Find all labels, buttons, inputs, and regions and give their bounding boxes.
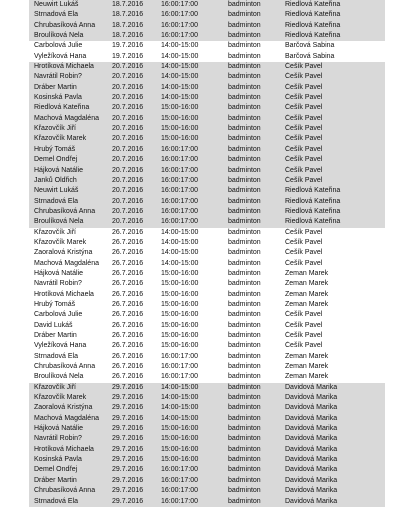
table-row[interactable] bbox=[29, 372, 385, 382]
cell-coach[interactable]: Davidová Marika bbox=[285, 445, 338, 453]
cell-sport[interactable]: badminton bbox=[228, 187, 261, 195]
cell-player-name[interactable]: Chrubasíková Anna bbox=[34, 363, 96, 371]
cell-player-name[interactable]: Hrotíková Michaela bbox=[34, 445, 94, 453]
cell-date[interactable]: 29.7.2016 bbox=[112, 404, 144, 412]
cell-date[interactable]: 29.7.2016 bbox=[112, 425, 144, 433]
table-row[interactable] bbox=[29, 310, 385, 320]
cell-date[interactable]: 29.7.2016 bbox=[112, 476, 144, 484]
table-row[interactable] bbox=[29, 465, 385, 475]
table-row[interactable] bbox=[29, 341, 385, 351]
cell-date[interactable]: 26.7.2016 bbox=[112, 228, 144, 236]
cell-sport[interactable]: badminton bbox=[228, 259, 261, 267]
cell-time-slot[interactable]: 14:00-15:00 bbox=[161, 83, 199, 91]
cell-time-slot[interactable]: 16:00:17:00 bbox=[161, 21, 198, 29]
cell-time-slot[interactable]: 16:00:17:00 bbox=[161, 218, 198, 226]
cell-coach[interactable]: Češík Pavel bbox=[285, 332, 323, 339]
table-row[interactable] bbox=[29, 197, 385, 207]
cell-sport[interactable]: badminton bbox=[228, 135, 261, 143]
cell-date[interactable]: 26.7.2016 bbox=[112, 269, 144, 277]
table-row[interactable] bbox=[29, 383, 385, 393]
cell-coach[interactable]: Zeman Marek bbox=[285, 269, 329, 277]
cell-player-name[interactable]: Kosinská Pavla bbox=[34, 94, 82, 102]
cell-coach[interactable]: Riedlová Kateřina bbox=[285, 32, 341, 40]
cell-date[interactable]: 20.7.2016 bbox=[112, 73, 144, 81]
table-row[interactable] bbox=[29, 352, 385, 362]
cell-player-name[interactable]: Chrubasíková Anna bbox=[34, 487, 96, 495]
table-row[interactable] bbox=[29, 114, 385, 124]
cell-time-slot[interactable]: 15:00-16:00 bbox=[161, 435, 199, 443]
cell-player-name[interactable]: Strnadová Ela bbox=[34, 197, 78, 205]
cell-coach[interactable]: Davidová Marika bbox=[285, 404, 338, 412]
cell-player-name[interactable]: Hrotíková Michaela bbox=[34, 290, 94, 298]
table-row[interactable] bbox=[29, 103, 385, 113]
cell-player-name[interactable]: Chrubasíková Anna bbox=[34, 21, 96, 29]
cell-date[interactable]: 26.7.2016 bbox=[112, 332, 144, 339]
cell-coach[interactable]: Češík Pavel bbox=[285, 228, 323, 236]
cell-time-slot[interactable]: 14:00-15:00 bbox=[161, 42, 199, 50]
cell-time-slot[interactable]: 16:00:17:00 bbox=[161, 476, 198, 484]
table-row[interactable] bbox=[29, 476, 385, 486]
cell-player-name[interactable]: Hrubý Tomáš bbox=[34, 300, 76, 308]
cell-sport[interactable]: badminton bbox=[228, 218, 261, 226]
cell-date[interactable]: 26.7.2016 bbox=[112, 352, 144, 360]
cell-sport[interactable]: badminton bbox=[228, 114, 261, 122]
cell-time-slot[interactable]: 15:00-16:00 bbox=[161, 342, 199, 350]
cell-date[interactable]: 26.7.2016 bbox=[112, 321, 144, 329]
cell-coach[interactable]: Zeman Marek bbox=[285, 363, 329, 371]
cell-coach[interactable]: Češík Pavel bbox=[285, 249, 323, 257]
cell-date[interactable]: 29.7.2016 bbox=[112, 445, 144, 453]
table-row[interactable] bbox=[29, 497, 385, 507]
cell-coach[interactable]: Zeman Marek bbox=[285, 373, 329, 381]
cell-coach[interactable]: Zeman Marek bbox=[285, 352, 329, 360]
cell-coach[interactable]: Davidová Marika bbox=[285, 487, 338, 495]
table-row[interactable] bbox=[29, 300, 385, 310]
cell-time-slot[interactable]: 14:00-15:00 bbox=[161, 404, 199, 412]
cell-sport[interactable]: badminton bbox=[228, 476, 261, 484]
cell-coach[interactable]: Zeman Marek bbox=[285, 290, 329, 298]
cell-time-slot[interactable]: 15:00-16:00 bbox=[161, 125, 199, 133]
cell-coach[interactable]: Davidová Marika bbox=[285, 435, 338, 443]
cell-player-name[interactable]: Hrotíková Michaela bbox=[34, 63, 94, 71]
schedule-table bbox=[29, 0, 385, 507]
cell-time-slot[interactable]: 16:00:17:00 bbox=[161, 466, 198, 474]
table-row[interactable] bbox=[29, 455, 385, 465]
cell-player-name[interactable]: Carbolová Julie bbox=[34, 311, 83, 319]
cell-sport[interactable]: badminton bbox=[228, 321, 261, 329]
cell-date[interactable]: 19.7.2016 bbox=[112, 52, 144, 60]
cell-sport[interactable]: badminton bbox=[228, 207, 261, 215]
cell-sport[interactable]: badminton bbox=[228, 176, 261, 184]
cell-player-name[interactable]: Křazovčík Marek bbox=[34, 394, 87, 402]
cell-player-name[interactable]: Vyležíková Hana bbox=[34, 52, 87, 60]
cell-coach[interactable]: Barčová Sabina bbox=[285, 42, 335, 50]
cell-player-name[interactable]: Křazovčík Jiří bbox=[34, 125, 77, 133]
cell-time-slot[interactable]: 14:00-15:00 bbox=[161, 238, 199, 246]
cell-date[interactable]: 29.7.2016 bbox=[112, 414, 144, 422]
table-row[interactable] bbox=[29, 10, 385, 20]
cell-coach[interactable]: Davidová Marika bbox=[285, 476, 338, 484]
table-row[interactable] bbox=[29, 217, 385, 227]
table-row[interactable] bbox=[29, 279, 385, 289]
cell-coach[interactable]: Davidová Marika bbox=[285, 456, 338, 464]
cell-sport[interactable]: badminton bbox=[228, 104, 261, 112]
cell-player-name[interactable]: Dráber Martin bbox=[34, 476, 77, 484]
cell-sport[interactable]: badminton bbox=[228, 156, 261, 164]
cell-player-name[interactable]: Neuwirt Lukáš bbox=[34, 187, 79, 195]
cell-sport[interactable]: badminton bbox=[228, 425, 261, 433]
table-row[interactable] bbox=[29, 0, 385, 10]
cell-player-name[interactable]: Machová Magdaléna bbox=[34, 414, 99, 422]
table-row[interactable] bbox=[29, 414, 385, 424]
cell-player-name[interactable]: Strnadová Ela bbox=[34, 11, 78, 19]
cell-date[interactable]: 18.7.2016 bbox=[112, 1, 144, 8]
table-row[interactable] bbox=[29, 21, 385, 31]
cell-date[interactable]: 18.7.2016 bbox=[112, 11, 144, 19]
table-row[interactable] bbox=[29, 486, 385, 496]
cell-player-name[interactable]: Hájková Natálie bbox=[34, 269, 84, 277]
cell-coach[interactable]: Češík Pavel bbox=[285, 63, 323, 71]
table-row[interactable] bbox=[29, 207, 385, 217]
cell-player-name[interactable]: Broulíková Nela bbox=[34, 218, 84, 226]
table-row[interactable] bbox=[29, 83, 385, 93]
cell-time-slot[interactable]: 14:00-15:00 bbox=[161, 394, 199, 402]
cell-sport[interactable]: badminton bbox=[228, 197, 261, 205]
cell-sport[interactable]: badminton bbox=[228, 145, 261, 153]
table-row[interactable] bbox=[29, 259, 385, 269]
table-row[interactable] bbox=[29, 445, 385, 455]
cell-date[interactable]: 20.7.2016 bbox=[112, 207, 144, 215]
cell-date[interactable]: 20.7.2016 bbox=[112, 218, 144, 226]
cell-sport[interactable]: badminton bbox=[228, 311, 261, 319]
cell-date[interactable]: 26.7.2016 bbox=[112, 363, 144, 371]
cell-time-slot[interactable]: 14:00-15:00 bbox=[161, 52, 199, 60]
cell-date[interactable]: 20.7.2016 bbox=[112, 125, 144, 133]
cell-time-slot[interactable]: 16:00:17:00 bbox=[161, 176, 198, 184]
cell-player-name[interactable]: Vyležíková Hana bbox=[34, 342, 87, 350]
cell-time-slot[interactable]: 15:00-16:00 bbox=[161, 425, 199, 433]
cell-date[interactable]: 20.7.2016 bbox=[112, 83, 144, 91]
cell-coach[interactable]: Davidová Marika bbox=[285, 383, 338, 391]
cell-date[interactable]: 20.7.2016 bbox=[112, 156, 144, 164]
cell-player-name[interactable]: David Lukáš bbox=[34, 321, 73, 329]
cell-date[interactable]: 26.7.2016 bbox=[112, 373, 144, 381]
cell-time-slot[interactable]: 15:00-16:00 bbox=[161, 311, 199, 319]
table-row[interactable] bbox=[29, 31, 385, 41]
cell-coach[interactable]: Davidová Marika bbox=[285, 394, 338, 402]
cell-player-name[interactable]: Křazovčík Jiří bbox=[34, 228, 77, 236]
cell-sport[interactable]: badminton bbox=[228, 21, 261, 29]
cell-time-slot[interactable]: 16:00:17:00 bbox=[161, 11, 198, 19]
cell-date[interactable]: 20.7.2016 bbox=[112, 166, 144, 174]
cell-date[interactable]: 20.7.2016 bbox=[112, 187, 144, 195]
table-row[interactable] bbox=[29, 228, 385, 238]
cell-coach[interactable]: Riedlová Kateřina bbox=[285, 21, 341, 29]
cell-player-name[interactable]: Hájková Natálie bbox=[34, 425, 84, 433]
cell-player-name[interactable]: Hrubý Tomáš bbox=[34, 145, 76, 153]
cell-player-name[interactable]: Zaoralová Kristýna bbox=[34, 404, 93, 412]
cell-coach[interactable]: Riedlová Kateřina bbox=[285, 1, 341, 8]
cell-player-name[interactable]: Navrátil Robin? bbox=[34, 435, 82, 443]
cell-player-name[interactable]: Machová Magdaléna bbox=[34, 259, 99, 267]
cell-time-slot[interactable]: 15:00-16:00 bbox=[161, 104, 199, 112]
cell-time-slot[interactable]: 15:00-16:00 bbox=[161, 445, 199, 453]
cell-date[interactable]: 20.7.2016 bbox=[112, 197, 144, 205]
cell-sport[interactable]: badminton bbox=[228, 228, 261, 236]
cell-player-name[interactable]: Navrátil Robin? bbox=[34, 73, 82, 81]
cell-player-name[interactable]: Dráber Martin bbox=[34, 83, 77, 91]
cell-sport[interactable]: badminton bbox=[228, 73, 261, 81]
table-row[interactable] bbox=[29, 331, 385, 341]
cell-date[interactable]: 29.7.2016 bbox=[112, 383, 144, 391]
cell-date[interactable]: 29.7.2016 bbox=[112, 487, 144, 495]
cell-date[interactable]: 29.7.2016 bbox=[112, 456, 144, 464]
cell-date[interactable]: 26.7.2016 bbox=[112, 311, 144, 319]
cell-player-name[interactable]: Neuwirt Lukáš bbox=[34, 1, 79, 8]
cell-date[interactable]: 26.7.2016 bbox=[112, 259, 144, 267]
cell-player-name[interactable]: Křazovčík Marek bbox=[34, 135, 87, 143]
cell-time-slot[interactable]: 15:00-16:00 bbox=[161, 332, 199, 339]
table-row[interactable] bbox=[29, 145, 385, 155]
cell-time-slot[interactable]: 16:00:17:00 bbox=[161, 1, 198, 8]
cell-date[interactable]: 26.7.2016 bbox=[112, 300, 144, 308]
cell-player-name[interactable]: Strnadová Ela bbox=[34, 352, 78, 360]
cell-coach[interactable]: Češík Pavel bbox=[285, 238, 323, 246]
cell-coach[interactable]: Riedlová Kateřina bbox=[285, 187, 341, 195]
cell-time-slot[interactable]: 16:00:17:00 bbox=[161, 145, 198, 153]
cell-player-name[interactable]: Navrátil Robin? bbox=[34, 280, 82, 288]
cell-time-slot[interactable]: 16:00:17:00 bbox=[161, 156, 198, 164]
table-row[interactable] bbox=[29, 269, 385, 279]
cell-sport[interactable]: badminton bbox=[228, 466, 261, 474]
cell-date[interactable]: 18.7.2016 bbox=[112, 21, 144, 29]
cell-coach[interactable]: Riedlová Kateřina bbox=[285, 197, 341, 205]
cell-time-slot[interactable]: 15:00-16:00 bbox=[161, 300, 199, 308]
cell-time-slot[interactable]: 16:00:17:00 bbox=[161, 187, 198, 195]
cell-time-slot[interactable]: 16:00:17:00 bbox=[161, 207, 198, 215]
table-row[interactable] bbox=[29, 72, 385, 82]
cell-player-name[interactable]: Křazovčík Marek bbox=[34, 238, 87, 246]
cell-sport[interactable]: badminton bbox=[228, 238, 261, 246]
cell-sport[interactable]: badminton bbox=[228, 166, 261, 174]
cell-time-slot[interactable]: 16:00:17:00 bbox=[161, 487, 198, 495]
cell-date[interactable]: 20.7.2016 bbox=[112, 176, 144, 184]
table-row[interactable] bbox=[29, 62, 385, 72]
cell-sport[interactable]: badminton bbox=[228, 445, 261, 453]
cell-sport[interactable]: badminton bbox=[228, 352, 261, 360]
cell-sport[interactable]: badminton bbox=[228, 383, 261, 391]
cell-sport[interactable]: badminton bbox=[228, 63, 261, 71]
cell-coach[interactable]: Riedlová Kateřina bbox=[285, 11, 341, 19]
cell-sport[interactable]: badminton bbox=[228, 300, 261, 308]
cell-player-name[interactable]: Dráber Martin bbox=[34, 332, 77, 339]
cell-time-slot[interactable]: 14:00-15:00 bbox=[161, 63, 199, 71]
cell-date[interactable]: 19.7.2016 bbox=[112, 42, 144, 50]
cell-player-name[interactable]: Carbolová Julie bbox=[34, 42, 83, 50]
cell-date[interactable]: 20.7.2016 bbox=[112, 135, 144, 143]
table-row[interactable] bbox=[29, 393, 385, 403]
table-row[interactable] bbox=[29, 434, 385, 444]
cell-time-slot[interactable]: 16:00:17:00 bbox=[161, 497, 198, 505]
cell-player-name[interactable]: Křazovčík Jiří bbox=[34, 383, 77, 391]
cell-coach[interactable]: Zeman Marek bbox=[285, 280, 329, 288]
cell-coach[interactable]: Češík Pavel bbox=[285, 166, 323, 174]
cell-date[interactable]: 29.7.2016 bbox=[112, 435, 144, 443]
cell-date[interactable]: 26.7.2016 bbox=[112, 238, 144, 246]
cell-player-name[interactable]: Machová Magdaléna bbox=[34, 114, 99, 122]
cell-player-name[interactable]: Zaoralová Kristýna bbox=[34, 249, 93, 257]
cell-coach[interactable]: Češík Pavel bbox=[285, 83, 323, 91]
cell-date[interactable]: 26.7.2016 bbox=[112, 280, 144, 288]
table-row[interactable] bbox=[29, 124, 385, 134]
table-row[interactable] bbox=[29, 93, 385, 103]
cell-sport[interactable]: badminton bbox=[228, 363, 261, 371]
cell-time-slot[interactable]: 14:00-15:00 bbox=[161, 249, 199, 257]
cell-time-slot[interactable]: 15:00-16:00 bbox=[161, 269, 199, 277]
cell-sport[interactable]: badminton bbox=[228, 32, 261, 40]
table-row[interactable] bbox=[29, 166, 385, 176]
cell-sport[interactable]: badminton bbox=[228, 332, 261, 339]
cell-sport[interactable]: badminton bbox=[228, 125, 261, 133]
cell-sport[interactable]: badminton bbox=[228, 249, 261, 257]
cell-date[interactable]: 29.7.2016 bbox=[112, 497, 144, 505]
cell-player-name[interactable]: Demel Ondřej bbox=[34, 156, 78, 164]
cell-date[interactable]: 26.7.2016 bbox=[112, 249, 144, 257]
cell-player-name[interactable]: Demel Ondřej bbox=[34, 466, 78, 474]
cell-date[interactable]: 29.7.2016 bbox=[112, 466, 144, 474]
cell-sport[interactable]: badminton bbox=[228, 1, 261, 8]
cell-player-name[interactable]: Hájková Natálie bbox=[34, 166, 84, 174]
cell-time-slot[interactable]: 15:00-16:00 bbox=[161, 280, 199, 288]
cell-sport[interactable]: badminton bbox=[228, 11, 261, 19]
cell-sport[interactable]: badminton bbox=[228, 269, 261, 277]
cell-coach[interactable]: Češík Pavel bbox=[285, 135, 323, 143]
table-row[interactable] bbox=[29, 134, 385, 144]
cell-time-slot[interactable]: 16:00:17:00 bbox=[161, 373, 198, 381]
cell-date[interactable]: 20.7.2016 bbox=[112, 63, 144, 71]
cell-time-slot[interactable]: 16:00:17:00 bbox=[161, 352, 198, 360]
cell-date[interactable]: 20.7.2016 bbox=[112, 94, 144, 102]
cell-coach[interactable]: Češík Pavel bbox=[285, 259, 323, 267]
table-row[interactable] bbox=[29, 424, 385, 434]
cell-date[interactable]: 26.7.2016 bbox=[112, 290, 144, 298]
table-row[interactable] bbox=[29, 41, 385, 51]
table-row[interactable] bbox=[29, 155, 385, 165]
cell-sport[interactable]: badminton bbox=[228, 94, 261, 102]
cell-time-slot[interactable]: 16:00:17:00 bbox=[161, 32, 198, 40]
cell-player-name[interactable]: Broulíková Nela bbox=[34, 32, 84, 40]
cell-date[interactable]: 26.7.2016 bbox=[112, 342, 144, 350]
cell-sport[interactable]: badminton bbox=[228, 52, 261, 60]
cell-sport[interactable]: badminton bbox=[228, 373, 261, 381]
table-row[interactable] bbox=[29, 248, 385, 258]
cell-time-slot[interactable]: 15:00-16:00 bbox=[161, 135, 199, 143]
cell-sport[interactable]: badminton bbox=[228, 487, 261, 495]
cell-date[interactable]: 29.7.2016 bbox=[112, 394, 144, 402]
cell-coach[interactable]: Češík Pavel bbox=[285, 114, 323, 122]
cell-coach[interactable]: Davidová Marika bbox=[285, 466, 338, 474]
cell-sport[interactable]: badminton bbox=[228, 435, 261, 443]
cell-time-slot[interactable]: 14:00-15:00 bbox=[161, 228, 199, 236]
cell-sport[interactable]: badminton bbox=[228, 497, 261, 505]
cell-time-slot[interactable]: 15:00-16:00 bbox=[161, 290, 199, 298]
cell-coach[interactable]: Češík Pavel bbox=[285, 342, 323, 350]
table-row[interactable] bbox=[29, 321, 385, 331]
cell-coach[interactable]: Zeman Marek bbox=[285, 300, 329, 308]
cell-coach[interactable]: Davidová Marika bbox=[285, 414, 338, 422]
cell-coach[interactable]: Davidová Marika bbox=[285, 425, 338, 433]
cell-coach[interactable]: Češík Pavel bbox=[285, 321, 323, 329]
cell-date[interactable]: 20.7.2016 bbox=[112, 114, 144, 122]
cell-sport[interactable]: badminton bbox=[228, 456, 261, 464]
table-row[interactable] bbox=[29, 362, 385, 372]
cell-time-slot[interactable]: 16:00:17:00 bbox=[161, 363, 198, 371]
cell-player-name[interactable]: Kosinská Pavla bbox=[34, 456, 82, 464]
cell-date[interactable]: 20.7.2016 bbox=[112, 104, 144, 112]
cell-sport[interactable]: badminton bbox=[228, 290, 261, 298]
cell-coach[interactable]: Češík Pavel bbox=[285, 311, 323, 319]
cell-player-name[interactable]: Janků Oldřich bbox=[34, 176, 77, 184]
cell-player-name[interactable]: Riedlová Kateřina bbox=[34, 104, 90, 112]
cell-sport[interactable]: badminton bbox=[228, 280, 261, 288]
cell-time-slot[interactable]: 15:00-16:00 bbox=[161, 321, 199, 329]
cell-coach[interactable]: Riedlová Kateřina bbox=[285, 218, 341, 226]
cell-coach[interactable]: Riedlová Kateřina bbox=[285, 207, 341, 215]
table-row[interactable] bbox=[29, 238, 385, 248]
table-row[interactable] bbox=[29, 403, 385, 413]
cell-date[interactable]: 20.7.2016 bbox=[112, 145, 144, 153]
cell-sport[interactable]: badminton bbox=[228, 414, 261, 422]
table-row[interactable] bbox=[29, 52, 385, 62]
cell-time-slot[interactable]: 15:00-16:00 bbox=[161, 456, 199, 464]
cell-player-name[interactable]: Chrubasíková Anna bbox=[34, 207, 96, 215]
cell-coach[interactable]: Češík Pavel bbox=[285, 73, 323, 81]
cell-sport[interactable]: badminton bbox=[228, 342, 261, 350]
cell-coach[interactable]: Davidová Marika bbox=[285, 497, 338, 505]
cell-coach[interactable]: Barčová Sabina bbox=[285, 52, 335, 60]
cell-coach[interactable]: Češík Pavel bbox=[285, 94, 323, 102]
cell-time-slot[interactable]: 14:00-15:00 bbox=[161, 259, 199, 267]
cell-sport[interactable]: badminton bbox=[228, 404, 261, 412]
cell-time-slot[interactable]: 16:00:17:00 bbox=[161, 166, 198, 174]
cell-time-slot[interactable]: 14:00-15:00 bbox=[161, 383, 199, 391]
cell-sport[interactable]: badminton bbox=[228, 83, 261, 91]
cell-coach[interactable]: Češík Pavel bbox=[285, 176, 323, 184]
cell-time-slot[interactable]: 14:00-15:00 bbox=[161, 73, 199, 81]
cell-sport[interactable]: badminton bbox=[228, 394, 261, 402]
cell-time-slot[interactable]: 16:00:17:00 bbox=[161, 197, 198, 205]
cell-coach[interactable]: Češík Pavel bbox=[285, 145, 323, 153]
table-row[interactable] bbox=[29, 186, 385, 196]
cell-time-slot[interactable]: 14:00-15:00 bbox=[161, 94, 199, 102]
cell-player-name[interactable]: Strnadová Ela bbox=[34, 497, 78, 505]
cell-coach[interactable]: Češík Pavel bbox=[285, 156, 323, 164]
table-row[interactable] bbox=[29, 176, 385, 186]
cell-sport[interactable]: badminton bbox=[228, 42, 261, 50]
cell-coach[interactable]: Češík Pavel bbox=[285, 104, 323, 112]
table-row[interactable] bbox=[29, 290, 385, 300]
cell-time-slot[interactable]: 14:00-15:00 bbox=[161, 414, 199, 422]
cell-date[interactable]: 18.7.2016 bbox=[112, 32, 144, 40]
cell-time-slot[interactable]: 15:00-16:00 bbox=[161, 114, 199, 122]
cell-coach[interactable]: Češík Pavel bbox=[285, 125, 323, 133]
cell-player-name[interactable]: Broulíková Nela bbox=[34, 373, 84, 381]
